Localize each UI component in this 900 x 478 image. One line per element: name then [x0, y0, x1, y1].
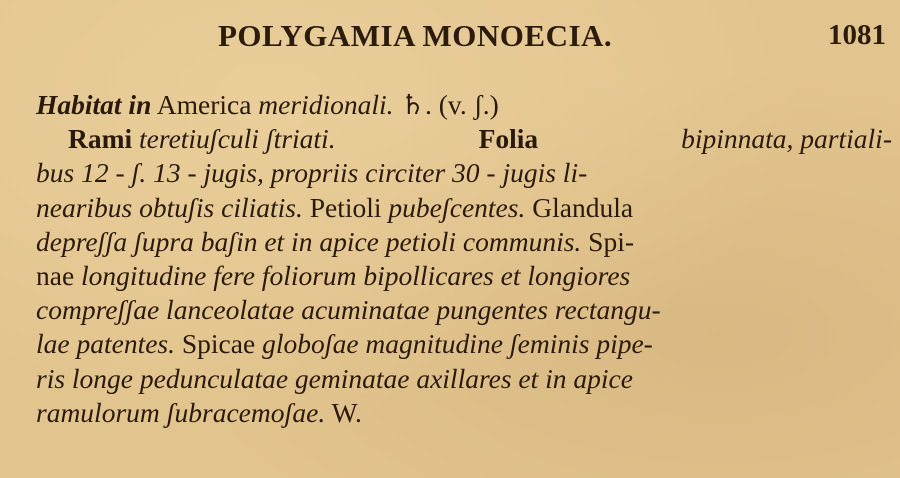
folia-description: bipinnata, partiali- — [681, 123, 892, 155]
habit-symbol: ♄. (v. ʃ.) — [400, 89, 499, 120]
text-line-4 — [36, 191, 892, 225]
folia-label: Folia — [478, 123, 539, 155]
page-header — [0, 14, 900, 54]
rami-label: Rami — [68, 123, 133, 155]
petioli-description: pubeʃcentes. — [388, 191, 526, 223]
text-line-9 — [36, 362, 892, 396]
text-line-5 — [36, 225, 892, 259]
running-title: POLYGAMIA MONOECIA. — [218, 18, 613, 53]
text-line-3-content: bus 12 - ʃ. 13 - jugis, propriis circiter 30 - jugis li- — [36, 157, 588, 189]
glandula-description: depreʃʃa ʃupra baʃin et in apice petioli communis. — [36, 225, 582, 257]
text-line-7-content: compreʃʃae lanceolatae acuminatae pungentes rectangu- — [36, 294, 661, 326]
spicae-description: globoʃae magnitudine ʃeminis pipe- — [262, 328, 653, 360]
text-line-2 — [36, 122, 892, 156]
text-line-3 — [36, 156, 892, 190]
text-line-7 — [36, 293, 892, 327]
spinae-label-start: Spi- — [588, 225, 635, 257]
text-line-9-content: ris longe pedunculatae geminatae axillares et in apice — [36, 362, 633, 394]
glandula-label: Glandula — [532, 191, 634, 223]
habitat-label: Habitat in — [36, 89, 152, 120]
page-number: 1081 — [828, 19, 886, 51]
spinae-description-end: lae patentes. — [36, 328, 175, 360]
text-line-10-content: ramulorum ʃubracemoʃae. — [36, 396, 326, 428]
leaflet-description: nearibus obtuʃis ciliatis. — [36, 191, 303, 223]
spinae-description: longitudine fere foliorum bipollicares et longiores — [81, 260, 631, 292]
petioli-label: Petioli — [309, 191, 382, 223]
habitat-region: America — [156, 89, 252, 120]
spicae-label: Spicae — [181, 328, 256, 360]
habitat-line — [36, 88, 892, 122]
text-line-10 — [36, 396, 892, 430]
text-line-6 — [36, 259, 892, 293]
text-line-8 — [36, 327, 892, 361]
rami-description: teretiuʃculi ʃtriati. — [139, 123, 336, 155]
spinae-label-end: nae — [36, 260, 75, 292]
habitat-region-qualifier: meridionali. — [258, 89, 394, 120]
species-description — [36, 88, 892, 430]
author-abbreviation: W. — [331, 396, 362, 428]
